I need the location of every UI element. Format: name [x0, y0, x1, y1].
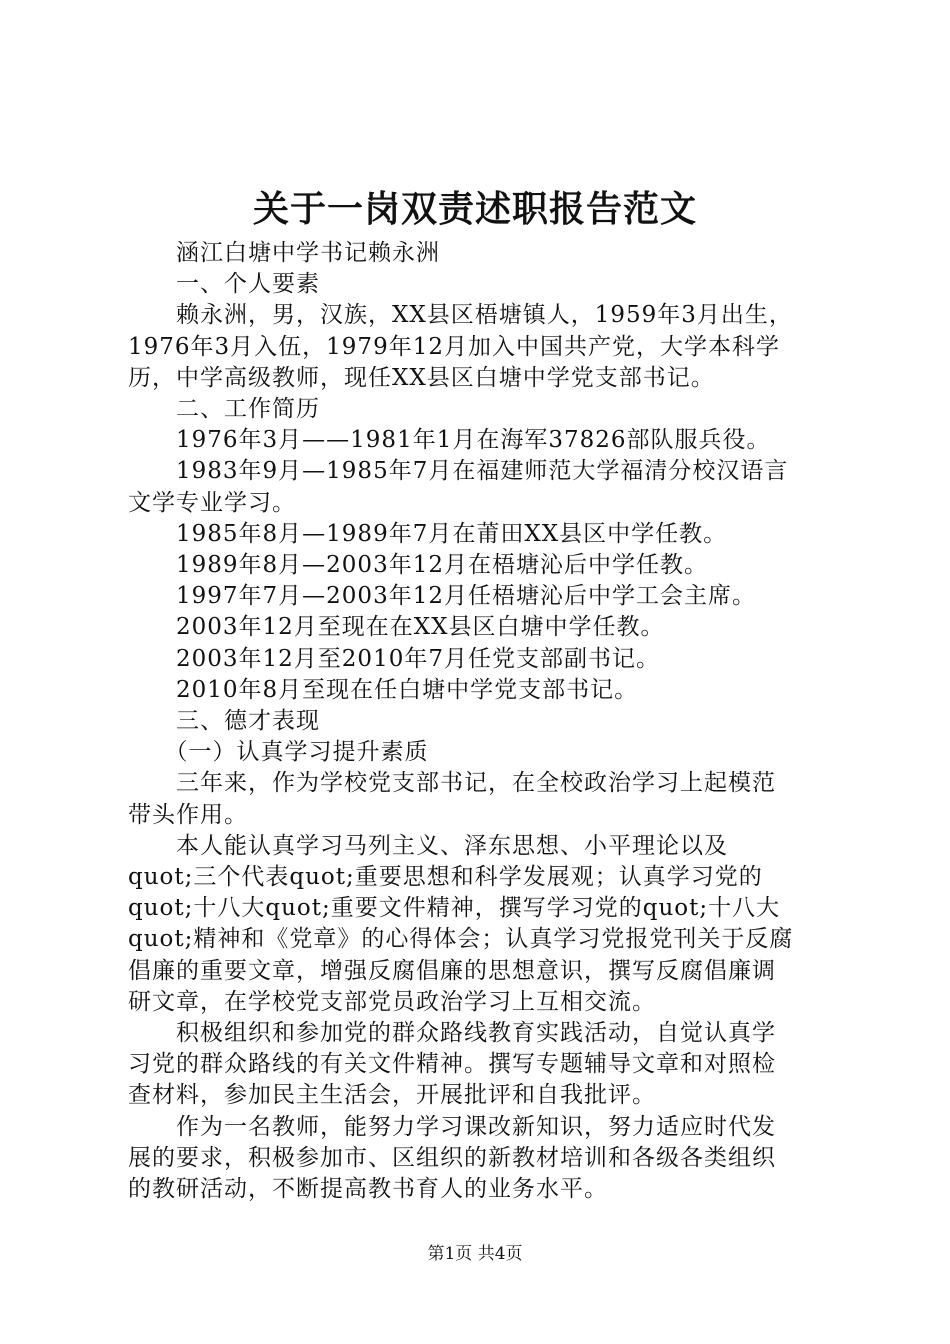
- body-line: 本人能认真学习马列主义、泽东思想、小平理论以及: [128, 832, 728, 859]
- body-line: 展的要求，积极参加市、区组织的新教材培训和各级各类组织: [128, 1144, 776, 1171]
- body-line: 赖永洲，男，汉族，XX县区梧塘镇人，1959年3月出生，: [128, 302, 793, 329]
- body-line: quot;三个代表quot;重要思想和科学发展观；认真学习党的: [128, 864, 763, 890]
- body-line: 1985年8月—1989年7月在莆田XX县区中学任教。: [128, 520, 728, 547]
- body-line: 的教研活动，不断提高教书育人的业务水平。: [128, 1176, 608, 1202]
- body-line: 1983年9月—1985年7月在福建师范大学福清分校汉语言: [128, 458, 789, 485]
- body-line: 作为一名教师，能努力学习课改新知识，努力适应时代发: [128, 1113, 776, 1140]
- body-line: quot;精神和《党章》的心得体会；认真学习党报党刊关于反腐: [128, 926, 794, 953]
- body-line: 带头作用。: [128, 801, 248, 828]
- page-footer: 第1页 共4页: [427, 1244, 523, 1264]
- document-title: 关于一岗双责述职报告范文: [252, 188, 697, 230]
- body-line: 1976年3月入伍，1979年12月加入中国共产党，大学本科学: [128, 333, 780, 360]
- body-line: 一、个人要素: [128, 271, 320, 298]
- body-line: quot;十八大quot;重要文件精神，撰写学习党的quot;十八大: [128, 895, 781, 922]
- body-line: 三年来，作为学校党支部书记，在全校政治学习上起模范: [128, 770, 776, 797]
- body-line: 1976年3月——1981年1月在海军37826部队服兵役。: [128, 427, 771, 454]
- body-line: 倡廉的重要文章，增强反腐倡廉的思想意识，撰写反腐倡廉调: [128, 957, 776, 984]
- body-line: 2003年12月至现在在XX县区白塘中学任教。: [128, 614, 665, 641]
- body-line: 历，中学高级教师，现任XX县区白塘中学党支部书记。: [128, 364, 715, 391]
- body-line: 1989年8月—2003年12月在梧塘沁后中学任教。: [128, 552, 708, 578]
- body-line: 2003年12月至2010年7月任党支部副书记。: [128, 645, 660, 672]
- body-line: 二、工作简历: [128, 396, 320, 422]
- body-line: 文学专业学习。: [128, 489, 296, 516]
- body-line: 研文章，在学校党支部党员政治学习上互相交流。: [128, 988, 656, 1015]
- body-line: 习党的群众路线的有关文件精神。撰写专题辅导文章和对照检: [128, 1051, 776, 1078]
- body-line: 1997年7月—2003年12月任梧塘沁后中学工会主席。: [128, 583, 756, 610]
- body-line: 积极组织和参加党的群众路线教育实践活动，自觉认真学: [128, 1020, 776, 1046]
- body-line: 查材料，参加民主生活会，开展批评和自我批评。: [128, 1082, 656, 1109]
- body-line: 2010年8月至现在任白塘中学党支部书记。: [128, 676, 639, 703]
- body-line: 涵江白塘中学书记赖永洲: [128, 240, 440, 266]
- body-line: （一）认真学习提升素质: [128, 739, 429, 766]
- body-line: 三、德才表现: [128, 708, 320, 734]
